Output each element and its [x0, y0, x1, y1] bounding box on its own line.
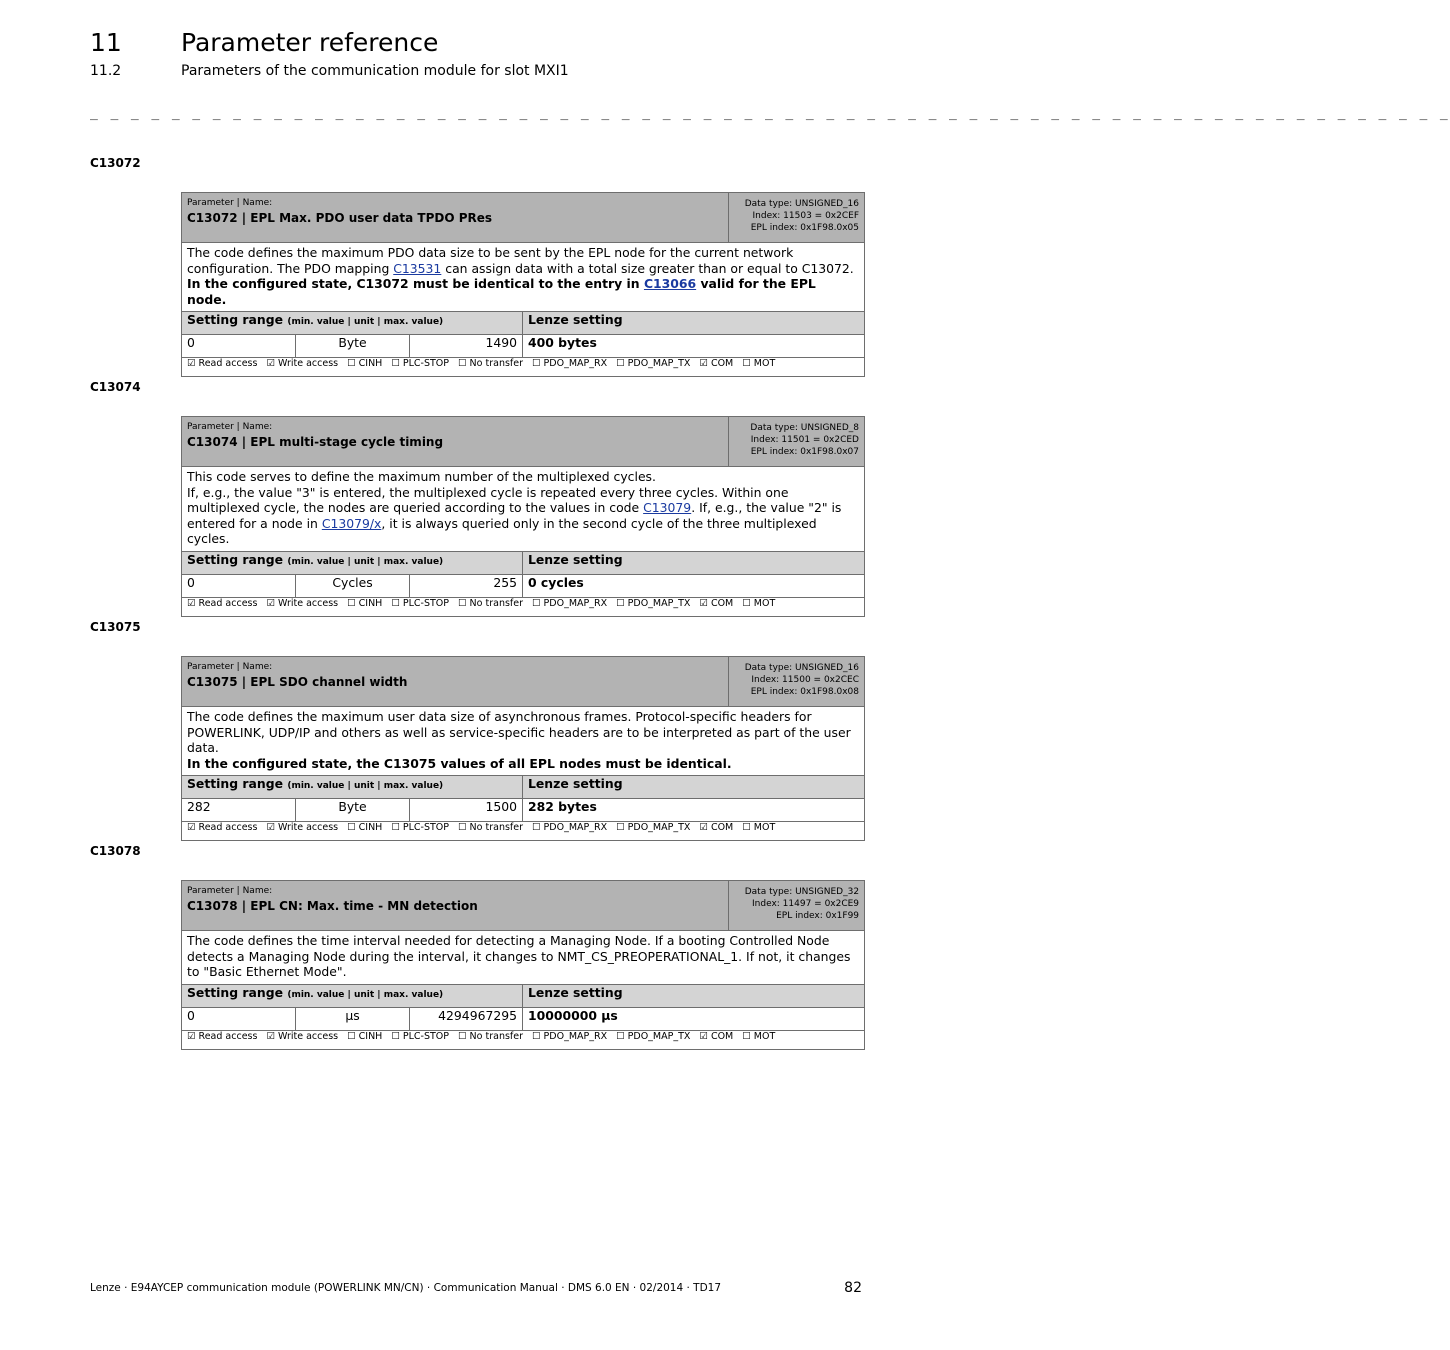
param-header — [182, 193, 729, 243]
min-value: 0 — [182, 335, 296, 358]
param-header — [182, 657, 729, 707]
lenze-setting-header: Lenze setting — [523, 984, 865, 1007]
section-title: Parameters of the communication module for slot MXI1 — [181, 63, 569, 79]
param-header — [182, 417, 729, 467]
desc-text: If, e.g., the value "3" is entered, the multiplexed cycle is repeated every three cycles. Within one multiplexed cycle, the nodes are queried according to the values in code — [187, 484, 789, 515]
epl-index: EPL index: 0x1F98.0x07 — [750, 447, 859, 457]
unit: Byte — [296, 799, 410, 822]
link-c13079[interactable]: C13079 — [643, 500, 692, 515]
lenze-setting-value: 400 bytes — [523, 335, 865, 358]
setting-range-header: Setting range (min. value | unit | max. value) — [182, 984, 523, 1007]
max-value: 1500 — [410, 799, 523, 822]
header-separator: _ _ _ _ _ _ _ _ _ _ _ _ _ _ _ _ _ _ _ _ _ _ _ _ _ _ _ _ _ _ _ _ _ _ _ _ _ _ _ _ _ _ _ _ _ _ _ _ _ _ _ _ _ _ _ _ _ _ _ _ _ _ _ _ _ _ _ — [90, 106, 1450, 121]
lenze-setting-header: Lenze setting — [523, 312, 865, 335]
param-header — [182, 881, 729, 931]
lenze-setting-value: 10000000 µs — [523, 1007, 865, 1030]
param-description — [182, 243, 865, 312]
data-type: Data type: UNSIGNED_32 — [744, 887, 860, 897]
code-heading-c13072: C13072 — [90, 156, 141, 170]
param-type-info — [729, 417, 865, 467]
desc-bold-text: In the configured state, C13072 must be identical to the entry in — [187, 276, 644, 291]
param-name-label: Parameter | Name: — [187, 662, 273, 672]
link-c13066[interactable]: C13066 — [643, 276, 697, 291]
data-type: Data type: UNSIGNED_16 — [744, 199, 860, 209]
lenze-setting-header: Lenze setting — [523, 776, 865, 799]
desc-text: can assign data with a total size greater than or equal to C13072. — [441, 260, 854, 276]
param-description — [182, 707, 865, 776]
desc-text: , it is always queried only in the second cycle of the three multiplexed cycles. — [187, 515, 817, 546]
min-value: 0 — [182, 574, 296, 597]
param-table-c13078 — [181, 880, 865, 1050]
param-table-c13075 — [181, 656, 865, 841]
setting-range-header: Setting range (min. value | unit | max. value) — [182, 776, 523, 799]
param-table-c13074 — [181, 416, 865, 617]
min-value: 282 — [182, 799, 296, 822]
param-name: C13075 | EPL SDO channel width — [187, 675, 408, 689]
index: Index: 11500 = 0x2CEC — [751, 675, 859, 685]
chapter-title: Parameter reference — [181, 28, 439, 57]
code-heading-c13078: C13078 — [90, 844, 141, 858]
param-name-label: Parameter | Name: — [187, 198, 273, 208]
desc-text: The code defines the maximum PDO data size to be sent by the EPL node for the current network configuration. The PDO mapping — [187, 245, 794, 276]
chapter-number: 11 — [90, 28, 122, 57]
desc-bold-text: In the configured state, the C13075 values of all EPL nodes must be identical. — [187, 755, 732, 771]
access-flags: ☑ Read access ☑ Write access ☐ CINH ☐ PLC-STOP ☐ No transfer ☐ PDO_MAP_RX ☐ PDO_MAP_TX ☑ COM ☐ MOT — [182, 1030, 865, 1049]
min-value: 0 — [182, 1007, 296, 1030]
lenze-setting-value: 282 bytes — [523, 799, 865, 822]
page-footer: Lenze · E94AYCEP communication module (POWERLINK MN/CN) · Communication Manual · DMS 6.0 EN · 02/2014 · TD17 — [90, 1282, 722, 1294]
lenze-setting-value: 0 cycles — [523, 574, 865, 597]
index: Index: 11497 = 0x2CE9 — [752, 899, 860, 909]
param-name: C13074 | EPL multi-stage cycle timing — [187, 435, 444, 449]
link-c13531[interactable]: C13531 — [393, 260, 442, 276]
unit: µs — [296, 1007, 410, 1030]
lenze-setting-header: Lenze setting — [523, 551, 865, 574]
code-heading-c13075: C13075 — [90, 620, 141, 634]
data-type: Data type: UNSIGNED_8 — [750, 423, 859, 433]
max-value: 255 — [410, 574, 523, 597]
desc-text: The code defines the maximum user data size of asynchronous frames. Protocol-specific headers for POWERLINK, UDP/IP and others as well as service-specific headers are to be interpreted as part of the user data. — [187, 709, 851, 755]
epl-index: EPL index: 0x1F98.0x08 — [750, 687, 859, 697]
desc-text: The code defines the time interval needed for detecting a Managing Node. If a booting Controlled Node detects a Managing Node during the interval, it changes to NMT_CS_PREOPERATIONAL_1. If not, it changes to "Basic Ethernet Mode". — [187, 933, 851, 979]
param-type-info — [729, 657, 865, 707]
param-name-label: Parameter | Name: — [187, 886, 273, 896]
param-name: C13078 | EPL CN: Max. time - MN detection — [187, 899, 478, 913]
section-number: 11.2 — [90, 63, 122, 79]
code-heading-c13074: C13074 — [90, 380, 141, 394]
epl-index: EPL index: 0x1F98.0x05 — [750, 223, 860, 233]
access-flags: ☑ Read access ☑ Write access ☐ CINH ☐ PLC-STOP ☐ No transfer ☐ PDO_MAP_RX ☐ PDO_MAP_TX ☑ COM ☐ MOT — [182, 597, 865, 616]
desc-text: . If, e.g., the value "2" is entered for a node in — [187, 500, 842, 531]
param-name: C13072 | EPL Max. PDO user data TPDO PRes — [187, 211, 493, 225]
max-value: 4294967295 — [410, 1007, 523, 1030]
link-c13079-x[interactable]: C13079/x — [321, 515, 382, 531]
epl-index: EPL index: 0x1F99 — [776, 911, 860, 921]
desc-text: This code serves to define the maximum number of the multiplexed cycles. — [187, 469, 656, 484]
data-type: Data type: UNSIGNED_16 — [744, 663, 859, 673]
max-value: 1490 — [410, 335, 523, 358]
param-type-info — [729, 881, 865, 931]
param-description — [182, 467, 865, 552]
param-table-c13072 — [181, 192, 865, 377]
param-description — [182, 931, 865, 985]
unit: Byte — [296, 335, 410, 358]
index: Index: 11501 = 0x2CED — [750, 435, 859, 445]
desc-bold-text: valid for the EPL node. — [187, 276, 816, 307]
unit: Cycles — [296, 574, 410, 597]
setting-range-header: Setting range (min. value | unit | max. value) — [182, 551, 523, 574]
access-flags: ☑ Read access ☑ Write access ☐ CINH ☐ PLC-STOP ☐ No transfer ☐ PDO_MAP_RX ☐ PDO_MAP_TX ☑ COM ☐ MOT — [182, 822, 865, 841]
setting-range-header: Setting range (min. value | unit | max. value) — [182, 312, 523, 335]
param-type-info — [729, 193, 865, 243]
param-name-label: Parameter | Name: — [187, 422, 273, 432]
page-number: 82 — [844, 1280, 862, 1296]
access-flags: ☑ Read access ☑ Write access ☐ CINH ☐ PLC-STOP ☐ No transfer ☐ PDO_MAP_RX ☐ PDO_MAP_TX ☑ COM ☐ MOT — [182, 358, 865, 377]
index: Index: 11503 = 0x2CEF — [752, 211, 860, 221]
